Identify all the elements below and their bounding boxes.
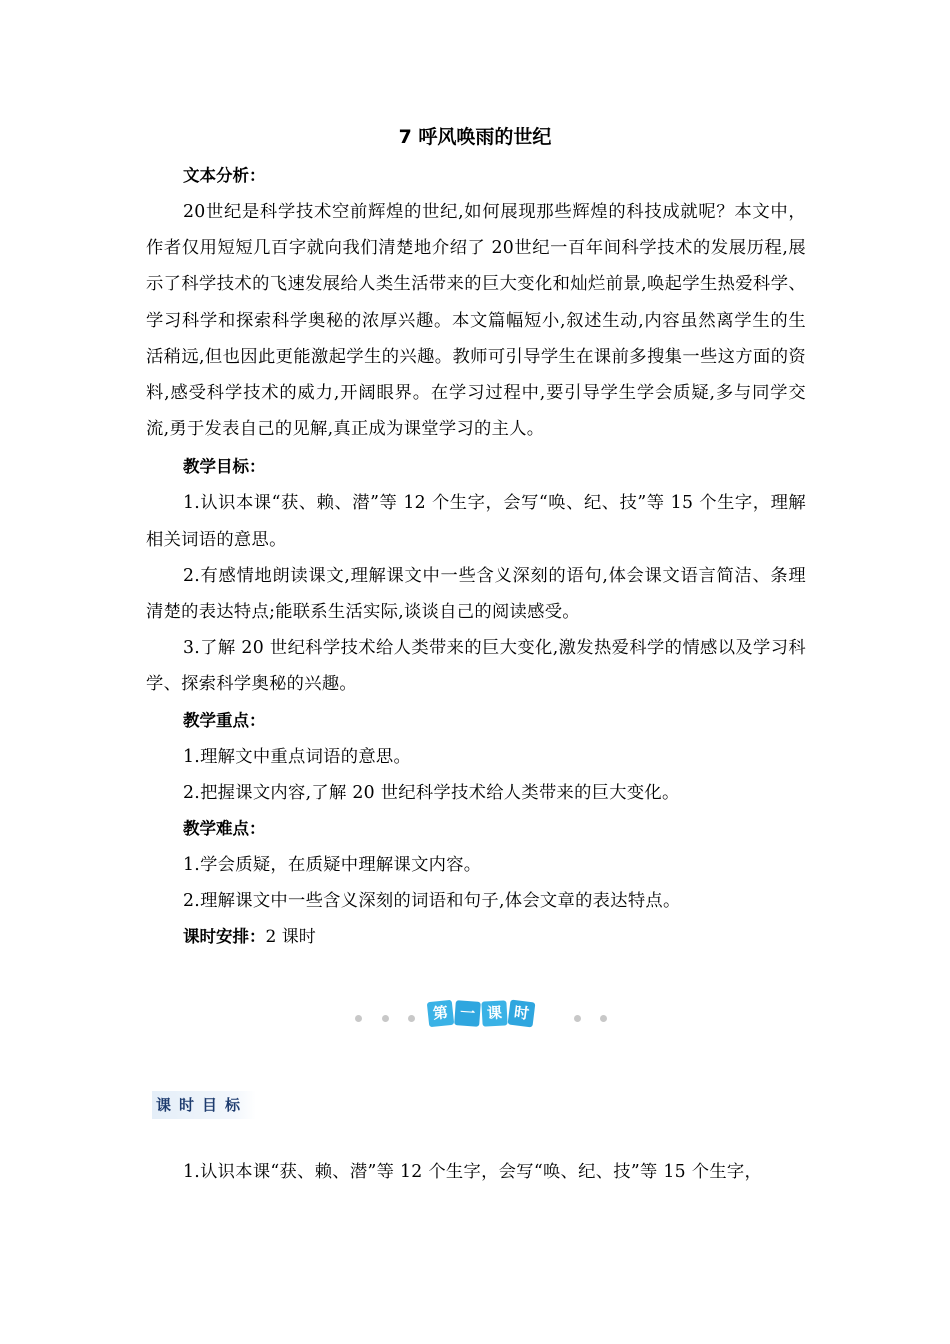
- lesson-plan-body: [146, 158, 806, 955]
- difficulty-item: 2.理解课文中一些含义深刻的词语和句子,体会文章的表达特点。: [183, 890, 681, 911]
- lesson-badge: [428, 1001, 536, 1026]
- difficulty-item: 1.学会质疑，在质疑中理解课文内容。: [183, 854, 482, 875]
- difficulties-heading: 教学难点：: [183, 818, 266, 838]
- goal-item: 2.有感情地朗读课文,理解课文中一些含义深刻的语句,体会课文语言简洁、条理清楚的表达特点;能联系生活实际,谈谈自己的阅读感受。: [146, 565, 806, 623]
- schedule-line: [146, 919, 806, 955]
- badge-char: 一: [454, 1000, 481, 1027]
- divider-dot: [382, 1015, 389, 1022]
- objective-continued: [146, 1154, 806, 1190]
- badge-char: 时: [508, 1000, 536, 1028]
- section-tag-label: 课时目标: [156, 1096, 249, 1114]
- objective-item: 1.认识本课“获、赖、潜”等 12 个生字，会写“唤、纪、技”等 15 个生字，: [183, 1162, 763, 1182]
- text-analysis-body: 20世纪是科学技术空前辉煌的世纪,如何展现那些辉煌的科技成就呢？本文中，作者仅用短短几百字就向我们清楚地介绍了 20世纪一百年间科学技术的发展历程,展示了科学技术的飞速发展给人类生活带来的巨大变化和灿烂前景,唤起学生热爱科学、学习科学和探索科学奥秘的浓厚兴趣。本文篇幅短小,叙述生动,内容虽然离学生的生活稍远,但也因此更能激起学生的兴趣。教师可引导学生在课前多搜集一些这方面的资料,感受科学技术的威力,开阔眼界。在学习过程中,要引导学生学会质疑,多与同学交流,勇于发表自己的见解,真正成为课堂学习的主人。: [146, 202, 806, 440]
- section-tag: [152, 1091, 256, 1119]
- divider-dot: [355, 1015, 362, 1022]
- key-point-item: 1.理解文中重点词语的意思。: [183, 746, 412, 767]
- page-title: 7 呼风唤雨的世纪: [398, 126, 552, 148]
- divider-dot: [408, 1015, 415, 1022]
- divider-dot: [600, 1015, 607, 1022]
- schedule-label: 课时安排：: [183, 926, 266, 946]
- goal-item: 3.了解 20 世纪科学技术给人类带来的巨大变化,激发热爱科学的情感以及学习科学、探索科学奥秘的兴趣。: [146, 638, 806, 695]
- text-analysis-heading: 文本分析：: [183, 166, 266, 185]
- goals-heading: 教学目标：: [183, 457, 266, 477]
- divider-dot: [574, 1015, 581, 1022]
- schedule-value: 2 课时: [265, 926, 316, 947]
- goal-item: 1.认识本课“获、赖、潜”等 12 个生字，会写“唤、纪、技”等 15 个生字，理解相关词语的意思。: [146, 493, 806, 550]
- key-point-item: 2.把握课文内容,了解 20 世纪科学技术给人类带来的巨大变化。: [183, 782, 680, 803]
- badge-char: 课: [481, 1000, 507, 1026]
- key-points-heading: 教学重点：: [183, 710, 266, 730]
- badge-char: 第: [427, 1000, 454, 1027]
